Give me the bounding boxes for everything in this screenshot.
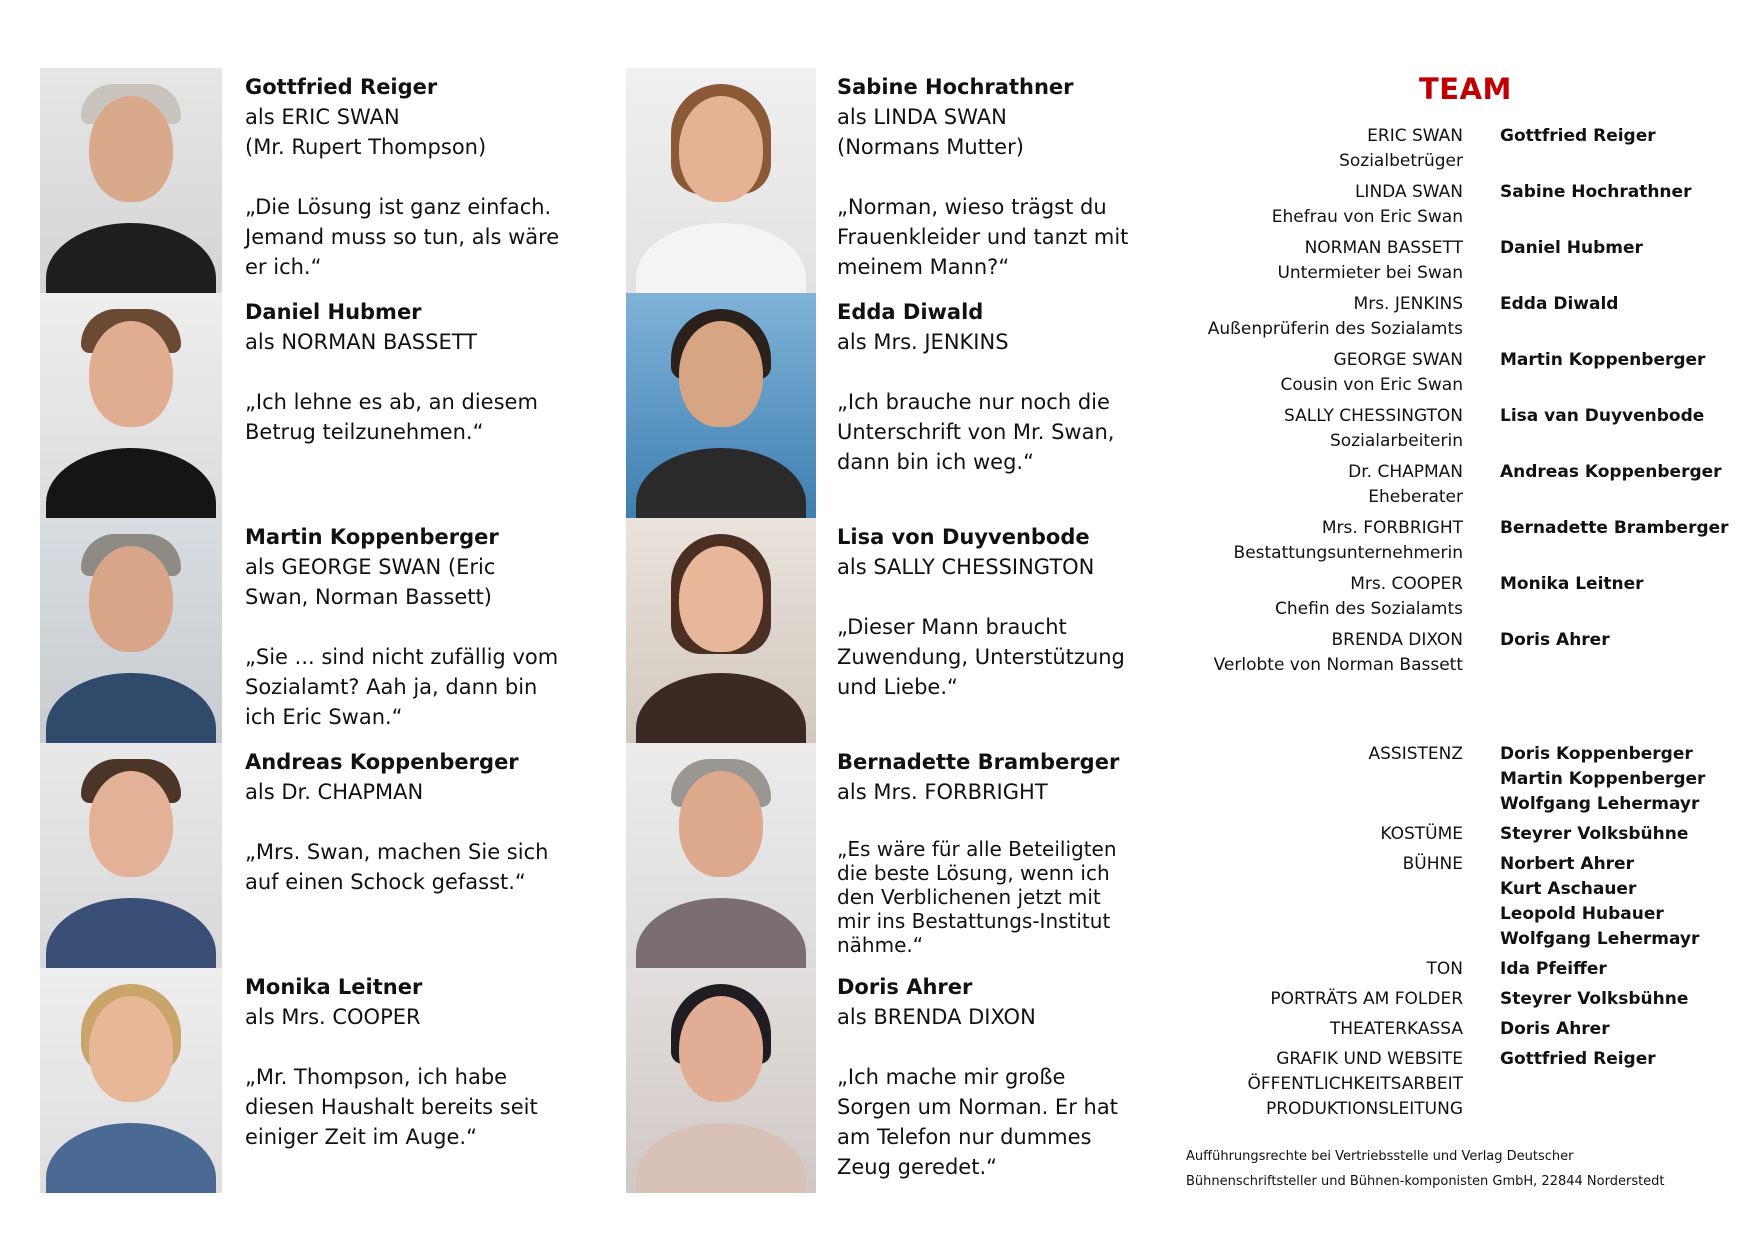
role-line: als LINDA SWAN xyxy=(837,105,1007,129)
portrait-photo xyxy=(40,518,222,743)
quote-line: er ich.“ xyxy=(245,255,322,279)
role-line: als SALLY CHESSINGTON xyxy=(837,555,1095,579)
cast-text xyxy=(837,747,1147,957)
crew-name: Wolfgang Lehermayr xyxy=(1500,794,1700,814)
crew-role: BÜHNE xyxy=(1402,854,1463,874)
actor-name: Edda Diwald xyxy=(837,300,984,324)
actor-name: Daniel Hubmer xyxy=(245,300,422,324)
role-line: als BRENDA DIXON xyxy=(837,1005,1036,1029)
quote-line: „Ich mache mir große xyxy=(837,1065,1066,1089)
team-row xyxy=(1180,124,1740,180)
role-line: als NORMAN BASSETT xyxy=(245,330,478,354)
character-name: Mrs. FORBRIGHT xyxy=(1321,518,1463,538)
actor-name: Lisa von Duyvenbode xyxy=(837,525,1090,549)
role-line: als Mrs. COOPER xyxy=(245,1005,421,1029)
crew-names xyxy=(1500,957,1740,982)
role-line: (Normans Mutter) xyxy=(837,135,1024,159)
cast-member xyxy=(40,293,600,518)
cast-member xyxy=(626,743,1146,968)
team-row xyxy=(1180,404,1740,460)
crew-row xyxy=(1180,1047,1740,1122)
quote-line: dann bin ich weg.“ xyxy=(837,450,1034,474)
team-actor: Gottfried Reiger xyxy=(1500,126,1656,146)
crew-role: TON xyxy=(1426,959,1463,979)
crew-role xyxy=(1123,1047,1463,1122)
role-line: (Mr. Rupert Thompson) xyxy=(245,135,487,159)
cast-member xyxy=(626,68,1146,293)
quote-line: „Die Lösung ist ganz einfach. xyxy=(245,195,552,219)
team-character xyxy=(1123,236,1463,286)
team-character xyxy=(1123,460,1463,510)
character-quote xyxy=(837,1062,1147,1182)
actor-name: Martin Koppenberger xyxy=(245,525,499,549)
cast-column-middle xyxy=(626,68,1146,1193)
quote-line: „Ich lehne es ab, an diesem xyxy=(245,390,538,414)
actor-name: Andreas Koppenberger xyxy=(245,750,519,774)
crew-role-line: PRODUKTIONSLEITUNG xyxy=(1265,1099,1463,1119)
character-name: LINDA SWAN xyxy=(1354,182,1463,202)
team-actor: Lisa van Duyvenbode xyxy=(1500,406,1705,426)
quote-line: den Verblichenen jetzt mit xyxy=(837,885,1101,909)
crew-role-line: ÖFFENTLICHKEITSARBEIT xyxy=(1247,1074,1463,1094)
team-row xyxy=(1180,460,1740,516)
crew-name: Wolfgang Lehermayr xyxy=(1500,929,1700,949)
team-row xyxy=(1180,572,1740,628)
character-description: Untermieter bei Swan xyxy=(1277,263,1463,283)
quote-line: meinem Mann?“ xyxy=(837,255,1010,279)
crew-list xyxy=(1180,742,1740,1122)
crew-row xyxy=(1180,852,1740,952)
quote-line: „Mrs. Swan, machen Sie sich xyxy=(245,840,549,864)
team-heading: TEAM xyxy=(1419,72,1512,106)
role-line: Swan, Norman Bassett) xyxy=(245,585,492,609)
quote-line: „Sie ... sind nicht zufällig vom xyxy=(245,645,559,669)
quote-line: mir ins Bestattungs-Institut xyxy=(837,909,1111,933)
portrait-photo xyxy=(626,68,816,293)
quote-line: „Es wäre für alle Beteiligten xyxy=(837,837,1117,861)
quote-line: einiger Zeit im Auge.“ xyxy=(245,1125,477,1149)
cast-text xyxy=(245,747,590,897)
character-name: Dr. CHAPMAN xyxy=(1348,462,1463,482)
crew-role-line: GRAFIK UND WEBSITE xyxy=(1276,1049,1463,1069)
performance-rights-note xyxy=(1186,1144,1706,1194)
crew-names xyxy=(1500,1047,1740,1072)
crew-role: KOSTÜME xyxy=(1380,824,1463,844)
character-description: Sozialbetrüger xyxy=(1339,151,1463,171)
crew-row xyxy=(1180,957,1740,982)
crew-name: Doris Koppenberger xyxy=(1500,744,1693,764)
team-actor: Edda Diwald xyxy=(1500,294,1619,314)
portrait-photo xyxy=(626,743,816,968)
character-description: Cousin von Eric Swan xyxy=(1280,375,1463,395)
cast-text xyxy=(245,72,590,282)
team-character xyxy=(1123,348,1463,398)
cast-member xyxy=(40,743,600,968)
crew-names xyxy=(1500,852,1740,952)
cast-text xyxy=(245,972,590,1152)
crew-role: THEATERKASSA xyxy=(1329,1019,1463,1039)
crew-name: Steyrer Volksbühne xyxy=(1500,824,1689,844)
quote-line: diesen Haushalt bereits seit xyxy=(245,1095,538,1119)
crew-name: Doris Ahrer xyxy=(1500,1019,1610,1039)
crew-row xyxy=(1180,987,1740,1012)
character-name: ERIC SWAN xyxy=(1367,126,1463,146)
actor-name: Gottfried Reiger xyxy=(245,75,438,99)
character-description: Sozialarbeiterin xyxy=(1330,431,1463,451)
quote-line: Betrug teilzunehmen.“ xyxy=(245,420,484,444)
character-quote xyxy=(837,192,1147,282)
quote-line: auf einen Schock gefasst.“ xyxy=(245,870,526,894)
quote-line: „Norman, wieso trägst du xyxy=(837,195,1107,219)
actor-name: Bernadette Bramberger xyxy=(837,750,1120,774)
quote-line: am Telefon nur dummes xyxy=(837,1125,1092,1149)
quote-line: „Dieser Mann braucht xyxy=(837,615,1067,639)
cast-member xyxy=(626,293,1146,518)
crew-name: Steyrer Volksbühne xyxy=(1500,989,1689,1009)
crew-names xyxy=(1500,742,1740,817)
cast-column-left xyxy=(40,68,600,1193)
crew-name: Martin Koppenberger xyxy=(1500,769,1706,789)
quote-line: „Mr. Thompson, ich habe xyxy=(245,1065,508,1089)
character-quote xyxy=(837,837,1147,957)
cast-text xyxy=(837,72,1147,282)
portrait-photo xyxy=(40,68,222,293)
role-line: als Mrs. JENKINS xyxy=(837,330,1009,354)
team-actor: Martin Koppenberger xyxy=(1500,350,1706,370)
crew-names xyxy=(1500,822,1740,847)
character-quote xyxy=(837,387,1147,477)
crew-role: ASSISTENZ xyxy=(1368,744,1463,764)
character-name: BRENDA DIXON xyxy=(1331,630,1463,650)
cast-member xyxy=(40,68,600,293)
team-row xyxy=(1180,180,1740,236)
character-description: Chefin des Sozialamts xyxy=(1275,599,1463,619)
team-character xyxy=(1123,628,1463,678)
crew-names xyxy=(1500,1017,1740,1042)
quote-line: „Ich brauche nur noch die xyxy=(837,390,1110,414)
character-quote xyxy=(837,612,1147,702)
quote-line: die beste Lösung, wenn ich xyxy=(837,861,1110,885)
quote-line: Zuwendung, Unterstützung xyxy=(837,645,1125,669)
rights-line: Aufführungsrechte bei Vertriebsstelle und Verlag Deutscher xyxy=(1186,1149,1574,1164)
team-character xyxy=(1123,180,1463,230)
character-quote xyxy=(245,642,590,732)
team-character xyxy=(1123,516,1463,566)
team-actor: Monika Leitner xyxy=(1500,574,1644,594)
crew-name: Leopold Hubauer xyxy=(1500,904,1664,924)
quote-line: Jemand muss so tun, als wäre xyxy=(245,225,560,249)
crew-names xyxy=(1500,987,1740,1012)
character-description: Außenprüferin des Sozialamts xyxy=(1207,319,1463,339)
cast-text xyxy=(837,522,1147,702)
crew-row xyxy=(1180,742,1740,817)
team-row xyxy=(1180,628,1740,684)
character-name: SALLY CHESSINGTON xyxy=(1284,406,1463,426)
team-character xyxy=(1123,404,1463,454)
cast-text xyxy=(245,297,590,447)
rights-line: Bühnenschriftsteller und Bühnen-komponisten GmbH, 22844 Norderstedt xyxy=(1186,1174,1665,1189)
crew-name: Gottfried Reiger xyxy=(1500,1049,1656,1069)
quote-line: Unterschrift von Mr. Swan, xyxy=(837,420,1115,444)
quote-line: nähme.“ xyxy=(837,933,924,957)
crew-role: PORTRÄTS AM FOLDER xyxy=(1270,989,1463,1009)
actor-name: Sabine Hochrathner xyxy=(837,75,1074,99)
team-row xyxy=(1180,348,1740,404)
team-character xyxy=(1123,572,1463,622)
portrait-photo xyxy=(40,743,222,968)
portrait-photo xyxy=(40,968,222,1193)
character-quote xyxy=(245,837,590,897)
team-actor: Doris Ahrer xyxy=(1500,630,1610,650)
role-line: als Dr. CHAPMAN xyxy=(245,780,424,804)
role-line: als GEORGE SWAN (Eric xyxy=(245,555,496,579)
character-quote xyxy=(245,1062,590,1152)
crew-name: Kurt Aschauer xyxy=(1500,879,1637,899)
role-line: als Mrs. FORBRIGHT xyxy=(837,780,1048,804)
actor-name: Doris Ahrer xyxy=(837,975,973,999)
quote-line: Zeug geredet.“ xyxy=(837,1155,998,1179)
team-row xyxy=(1180,236,1740,292)
character-description: Ehefrau von Eric Swan xyxy=(1271,207,1463,227)
character-name: Mrs. JENKINS xyxy=(1353,294,1463,314)
cast-member xyxy=(40,968,600,1193)
cast-text xyxy=(245,522,590,732)
character-description: Verlobte von Norman Bassett xyxy=(1213,655,1463,675)
character-quote xyxy=(245,192,590,282)
quote-line: Sozialamt? Aah ja, dann bin xyxy=(245,675,538,699)
actor-name: Monika Leitner xyxy=(245,975,423,999)
portrait-photo xyxy=(626,968,816,1193)
crew-name: Norbert Ahrer xyxy=(1500,854,1634,874)
team-character xyxy=(1123,124,1463,174)
team-actor: Daniel Hubmer xyxy=(1500,238,1643,258)
team-actor: Bernadette Bramberger xyxy=(1500,518,1729,538)
quote-line: ich Eric Swan.“ xyxy=(245,705,403,729)
quote-line: Sorgen um Norman. Er hat xyxy=(837,1095,1118,1119)
character-description: Eheberater xyxy=(1368,487,1463,507)
portrait-photo xyxy=(626,518,816,743)
character-description: Bestattungsunternehmerin xyxy=(1233,543,1463,563)
character-name: NORMAN BASSETT xyxy=(1304,238,1463,258)
character-name: GEORGE SWAN xyxy=(1333,350,1463,370)
character-name: Mrs. COOPER xyxy=(1350,574,1463,594)
team-actor: Sabine Hochrathner xyxy=(1500,182,1692,202)
crew-name: Ida Pfeiffer xyxy=(1500,959,1607,979)
portrait-photo xyxy=(626,293,816,518)
team-actor: Andreas Koppenberger xyxy=(1500,462,1722,482)
team-row xyxy=(1180,516,1740,572)
cast-member xyxy=(40,518,600,743)
cast-text xyxy=(837,972,1147,1182)
portrait-photo xyxy=(40,293,222,518)
role-line: als ERIC SWAN xyxy=(245,105,400,129)
cast-member xyxy=(626,518,1146,743)
quote-line: Frauenkleider und tanzt mit xyxy=(837,225,1129,249)
quote-line: und Liebe.“ xyxy=(837,675,958,699)
crew-row xyxy=(1180,1017,1740,1042)
team-cast-list xyxy=(1180,124,1740,684)
cast-member xyxy=(626,968,1146,1193)
crew-row xyxy=(1180,822,1740,847)
character-quote xyxy=(245,387,590,447)
cast-text xyxy=(837,297,1147,477)
team-row xyxy=(1180,292,1740,348)
team-character xyxy=(1123,292,1463,342)
